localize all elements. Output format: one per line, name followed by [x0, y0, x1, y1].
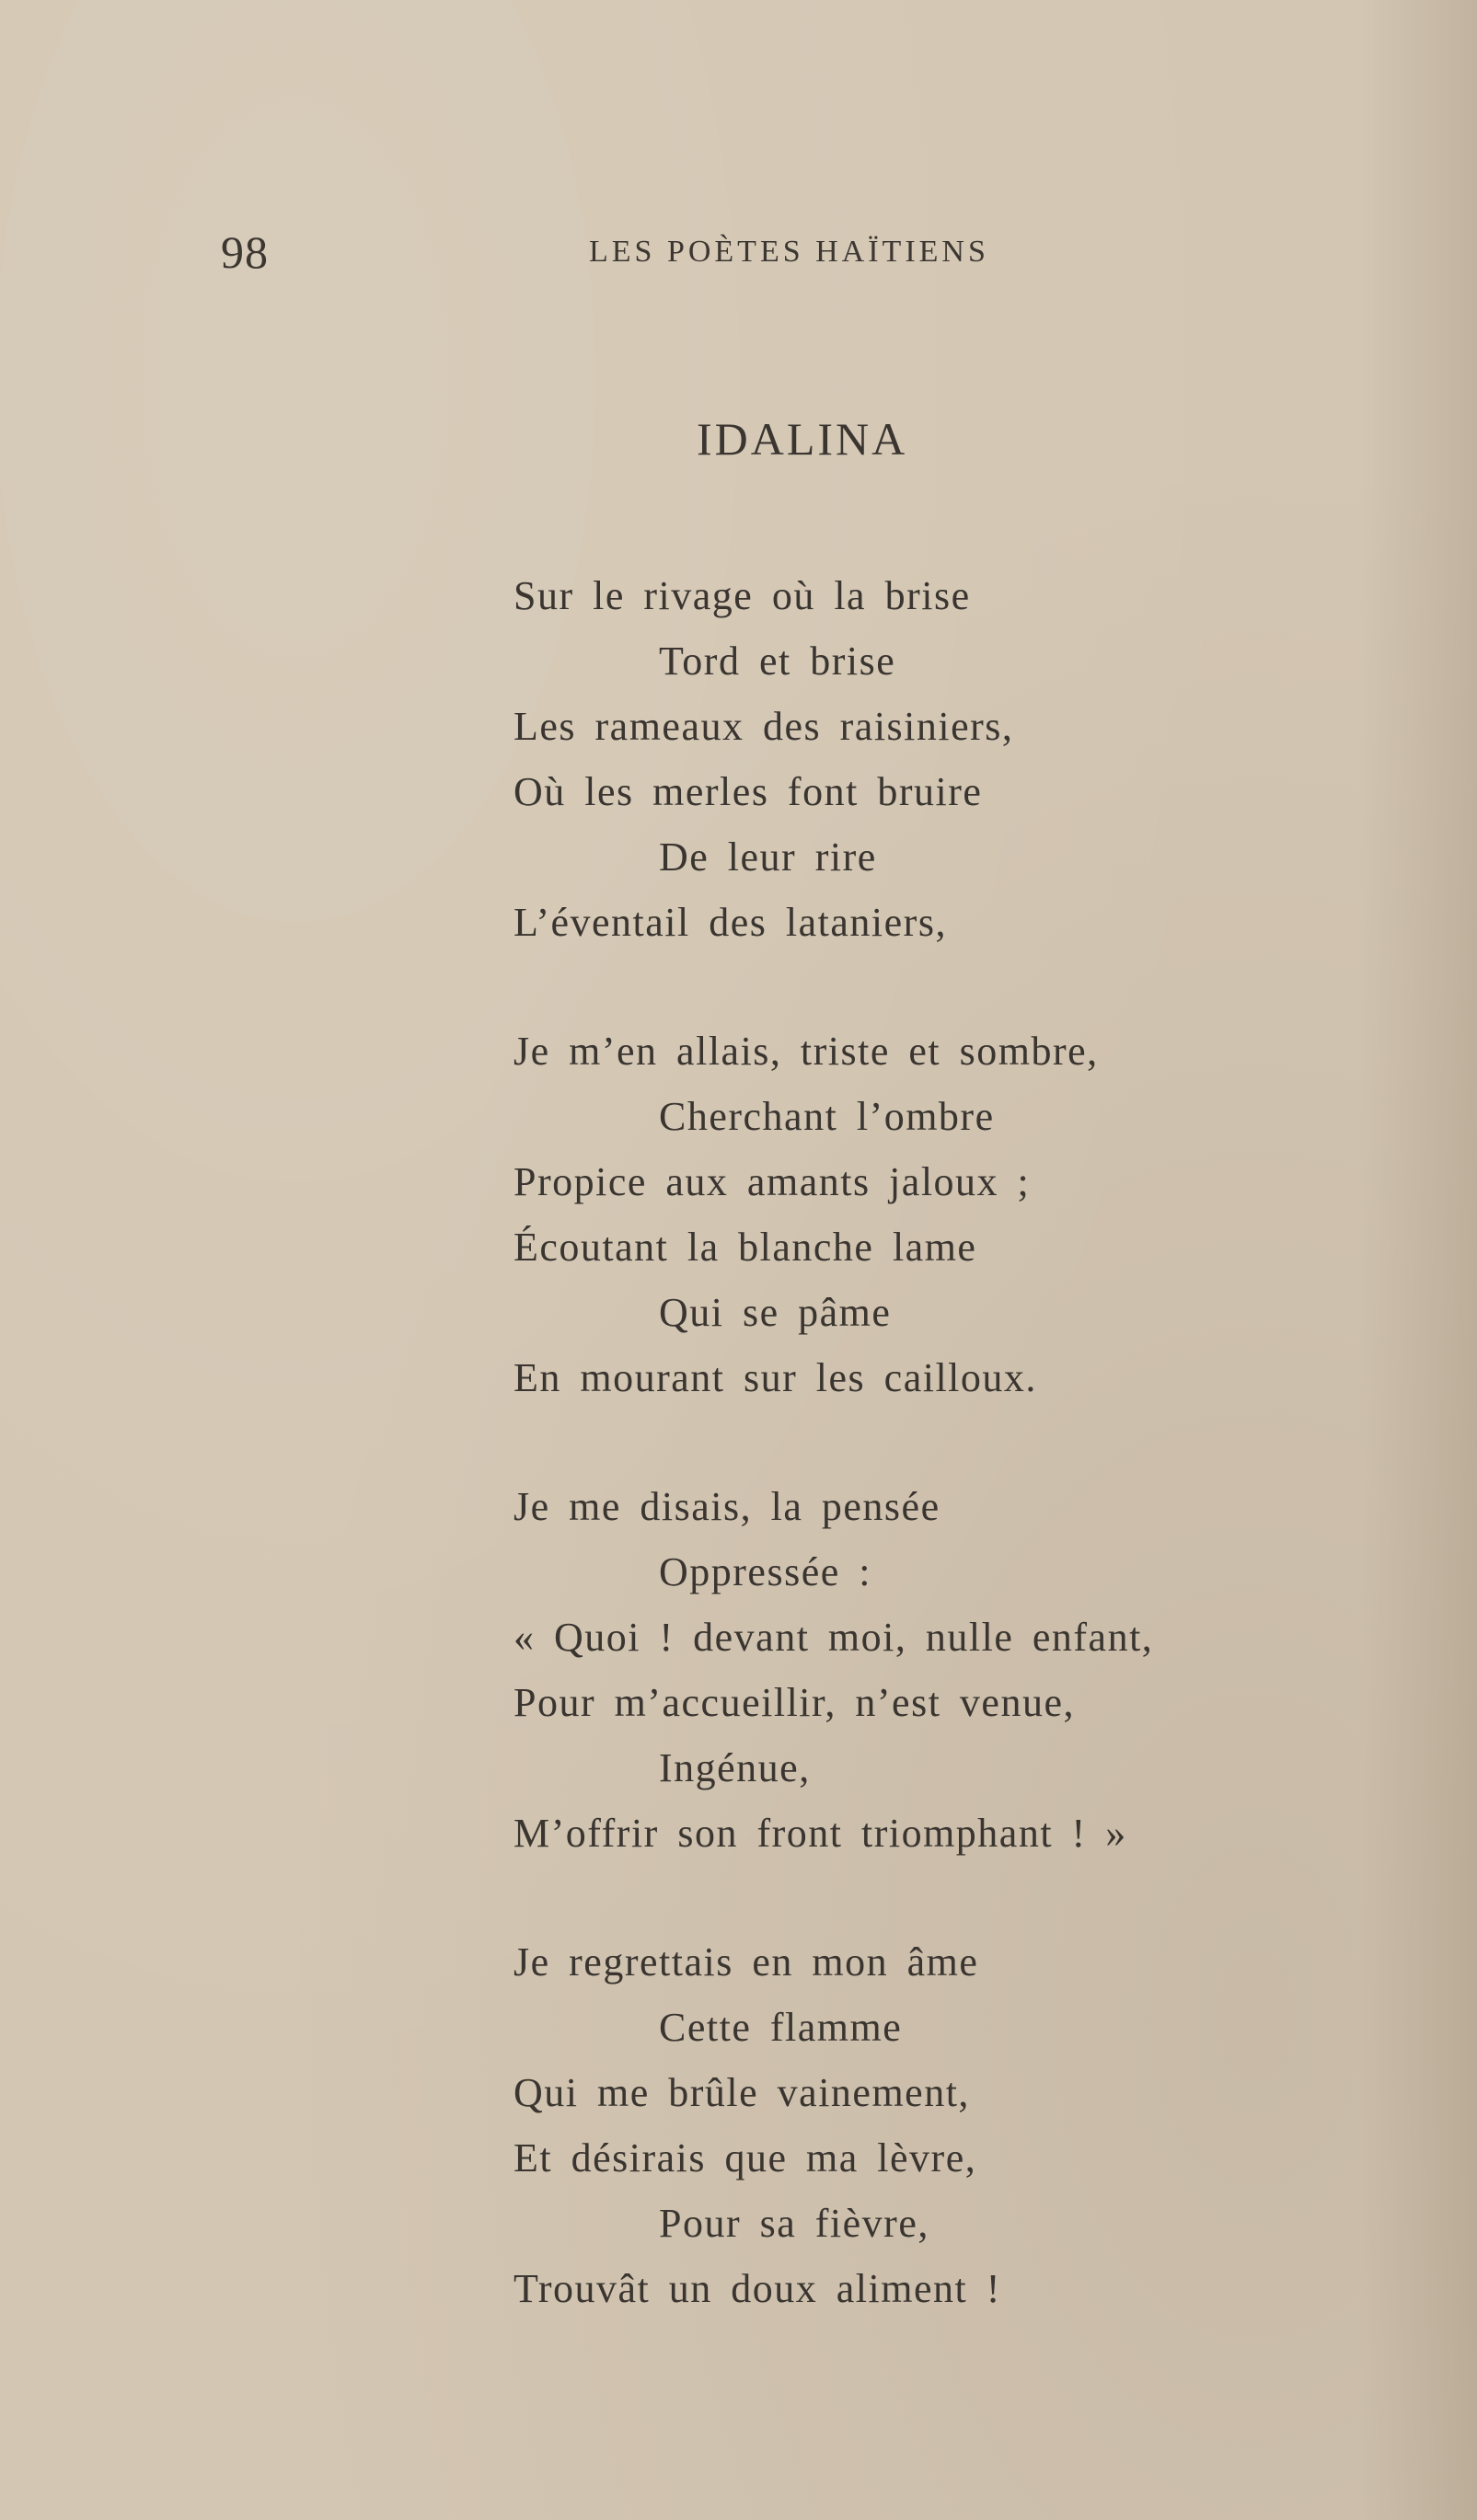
poem-line: Sur le rivage où la brise: [513, 573, 971, 618]
poem-body: [513, 563, 1342, 2385]
poem-line-indented: Cherchant l’ombre: [659, 1094, 995, 1139]
poem-line: Qui me brûle vainement,: [513, 2070, 970, 2115]
poem-line-indented: Ingénue,: [659, 1745, 811, 1790]
poem-line: Pour m’accueillir, n’est venue,: [513, 1680, 1075, 1725]
poem-line: Je regrettais en mon âme: [513, 1939, 979, 1985]
poem-line: En mourant sur les cailloux.: [513, 1355, 1037, 1400]
stanza-4: [513, 1929, 1342, 2321]
poem-line: Propice aux amants jaloux ;: [513, 1159, 1031, 1204]
poem-line: Les rameaux des raisiniers,: [513, 704, 1014, 749]
poem-line: L’éventail des lataniers,: [513, 900, 947, 945]
poem-line: « Quoi ! devant moi, nulle enfant,: [513, 1615, 1154, 1660]
poem-line-indented: Qui se pâme: [659, 1290, 892, 1335]
stanza-2: [513, 1018, 1342, 1410]
poem-line: Et désirais que ma lèvre,: [513, 2135, 977, 2181]
poem-line-indented: Tord et brise: [659, 639, 896, 684]
poem-line: Trouvât un doux aliment !: [513, 2266, 1001, 2311]
poem-line-indented: Oppressée :: [659, 1549, 871, 1594]
stanza-3: [513, 1474, 1342, 1866]
poem-line: Je m’en allais, triste et sombre,: [513, 1029, 1099, 1074]
page-number: 98: [221, 226, 269, 278]
poem-line-indented: De leur rire: [659, 834, 877, 880]
poem-line: Écoutant la blanche lame: [513, 1225, 977, 1270]
poem-line-indented: Pour sa fièvre,: [659, 2201, 929, 2246]
poem-line: M’offrir son front triomphant ! »: [513, 1811, 1127, 1856]
poem-line-indented: Cette flamme: [659, 2005, 903, 2050]
stanza-1: [513, 563, 1342, 955]
running-head: LES POÈTES HAÏTIENS: [589, 235, 989, 269]
poem-line: Où les merles font bruire: [513, 769, 983, 814]
poem-title: IDALINA: [697, 413, 908, 465]
poem-line: Je me disais, la pensée: [513, 1484, 940, 1529]
